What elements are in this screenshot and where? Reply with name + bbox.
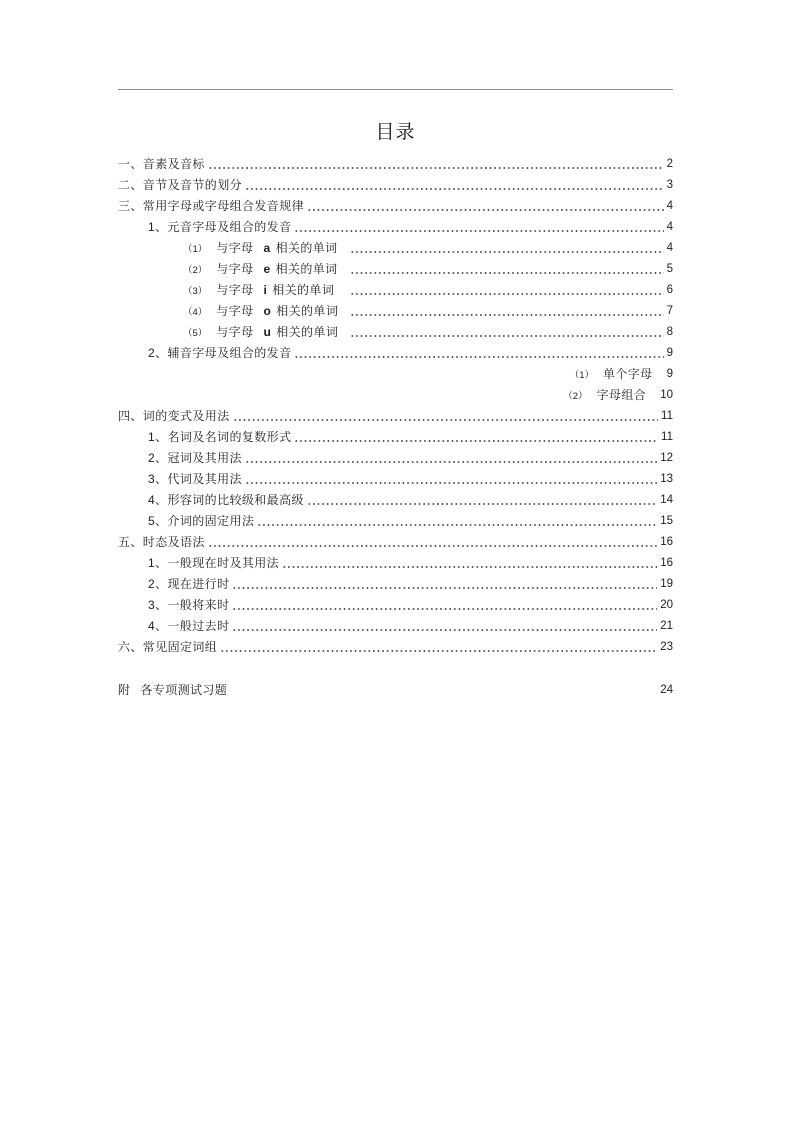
- toc-entry-text: 2、现在进行时: [148, 577, 230, 591]
- toc-entry: [118, 490, 673, 511]
- toc-entry: [118, 511, 673, 532]
- toc-entry-label: [148, 616, 229, 637]
- dot-leader: [220, 637, 657, 658]
- toc-entry: [118, 574, 673, 595]
- toc-entry-text: 单个字母: [602, 367, 653, 381]
- toc-entry-label: [148, 490, 304, 511]
- toc-page-number: 3: [666, 179, 673, 191]
- toc-entry: [118, 322, 673, 343]
- toc-entry-text: 三、常用字母或字母组合发音规律: [118, 199, 305, 213]
- toc-entry: [118, 259, 673, 280]
- toc-entry-text: 1、一般现在时及其用法: [148, 556, 280, 570]
- dot-leader: [282, 553, 657, 574]
- toc-entry-text: 5、介词的固定用法: [148, 514, 255, 528]
- toc-entry-label: [148, 427, 291, 448]
- toc-entry-letter: u: [263, 325, 272, 339]
- toc-entry: [118, 448, 673, 469]
- appendix-page-number: 24: [660, 684, 673, 696]
- toc-entry: [118, 595, 673, 616]
- toc-entry-letter: o: [263, 304, 272, 318]
- toc-entry-text: 四、词的变式及用法: [118, 409, 230, 423]
- toc-entry-label: [570, 364, 653, 385]
- toc-page-number: 15: [660, 515, 673, 527]
- toc-entry: [118, 154, 673, 175]
- dot-leader: [208, 532, 657, 553]
- toc-entry: [118, 637, 673, 658]
- toc-entry-label: [118, 154, 205, 175]
- toc-entry-text: 二、音节及音节的划分: [118, 178, 243, 192]
- toc-entry-label: [148, 217, 291, 238]
- dot-leader: [350, 301, 664, 322]
- toc-entry-label: [118, 175, 242, 196]
- toc-entry-text: 与字母: [216, 262, 254, 276]
- dot-leader: [245, 469, 657, 490]
- dot-leader: [350, 322, 664, 343]
- toc-entry-label: [148, 343, 291, 364]
- appendix-prefix: 附: [118, 683, 131, 697]
- toc-page-number: 7: [666, 305, 673, 317]
- toc-entry-number: （2）: [183, 265, 208, 276]
- toc-entry-text: 4、形容词的比较级和最高级: [148, 493, 304, 507]
- appendix-spacer: [227, 680, 660, 701]
- toc-entry-text: 相关的单词: [276, 304, 339, 318]
- toc-page-number: 9: [666, 347, 673, 359]
- toc-entry: [118, 469, 673, 490]
- dot-leader: [307, 196, 664, 217]
- dot-leader: [350, 280, 664, 301]
- toc-entry-label: [118, 637, 217, 658]
- toc-entry-label: [148, 448, 242, 469]
- dot-leader: [257, 511, 657, 532]
- dot-leader: [294, 343, 663, 364]
- dot-leader: [245, 175, 664, 196]
- dot-leader: [245, 448, 657, 469]
- toc-page-number: 6: [666, 284, 673, 296]
- toc-entry: [118, 553, 673, 574]
- toc-entry-text: 一、音素及音标: [118, 157, 205, 171]
- toc-page-number: 14: [660, 494, 673, 506]
- toc-entry-text: 相关的单词: [272, 283, 335, 297]
- toc-entry: [118, 238, 673, 259]
- toc-entry: [118, 364, 673, 385]
- dot-leader: [294, 427, 658, 448]
- toc-page-number: 8: [666, 326, 673, 338]
- toc-entry-text: 与字母: [216, 304, 254, 318]
- toc-entry-label: [148, 469, 242, 490]
- toc-entry-number: （1）: [183, 244, 208, 255]
- header-rule: [118, 89, 673, 90]
- toc-page-number: 11: [661, 410, 673, 422]
- toc-entry-text: 3、代词及其用法: [148, 472, 242, 486]
- toc-entry-letter: i: [263, 283, 268, 297]
- toc-entry: [118, 343, 673, 364]
- toc-entry-label: [183, 301, 347, 322]
- toc-page-number: 16: [660, 536, 673, 548]
- toc-entry-text: 字母组合: [596, 388, 647, 402]
- toc-entry: [118, 616, 673, 637]
- toc-entry-label: [563, 385, 646, 406]
- toc-entry-label: [148, 574, 229, 595]
- toc-page-number: 19: [660, 578, 673, 590]
- toc-page-number: 11: [661, 431, 673, 443]
- toc-entry-text: 1、名词及名词的复数形式: [148, 430, 292, 444]
- toc-entry-text: 1、元音字母及组合的发音: [148, 220, 292, 234]
- toc-entry-number: （1）: [569, 370, 594, 381]
- toc-page-number: 13: [660, 473, 673, 485]
- toc-entry-text: 与字母: [216, 283, 254, 297]
- toc-page-number: 20: [660, 599, 673, 611]
- toc-entry-letter: a: [263, 241, 271, 255]
- dot-leader: [208, 154, 664, 175]
- toc-entry-label: [183, 322, 347, 343]
- toc-entry-text: 3、一般将来时: [148, 598, 230, 612]
- dot-leader: [233, 406, 658, 427]
- toc-entry-text: 五、时态及语法: [118, 535, 205, 549]
- toc-page-number: 12: [660, 452, 673, 464]
- toc-entry-label: [118, 532, 205, 553]
- toc-entry-text: 相关的单词: [275, 241, 338, 255]
- toc-entry-number: （5）: [183, 328, 208, 339]
- toc-page-number: 2: [666, 158, 673, 170]
- toc-entry-text: 相关的单词: [276, 325, 339, 339]
- dot-leader: [350, 259, 664, 280]
- toc-entry-text: 相关的单词: [275, 262, 338, 276]
- toc-entry: [118, 427, 673, 448]
- appendix-label: 各专项测试习题: [140, 683, 228, 697]
- toc-entry-label: [118, 406, 230, 427]
- toc-page-number: 9: [666, 368, 673, 380]
- toc-entry: [118, 406, 673, 427]
- toc-entry: [118, 217, 673, 238]
- toc-page-number: 23: [660, 641, 673, 653]
- toc-entry-text: 4、一般过去时: [148, 619, 230, 633]
- toc-page-number: 4: [666, 221, 673, 233]
- toc-entry-label: [148, 553, 279, 574]
- dot-leader: [307, 490, 657, 511]
- toc-entry-number: （3）: [183, 286, 208, 297]
- toc-entry-label: [118, 196, 304, 217]
- toc-entry: [118, 532, 673, 553]
- toc-page-number: 5: [666, 263, 673, 275]
- toc-page-number: 4: [666, 200, 673, 212]
- toc-entry-label: [148, 511, 254, 532]
- dot-leader: [232, 574, 657, 595]
- toc-entry-text: 与字母: [216, 241, 254, 255]
- toc-page-number: 16: [660, 557, 673, 569]
- dot-leader: [350, 238, 664, 259]
- toc-entry-text: 2、辅音字母及组合的发音: [148, 346, 292, 360]
- toc-entry-text: 六、常见固定词组: [118, 640, 218, 654]
- toc-entry-text: 2、冠词及其用法: [148, 451, 242, 465]
- toc-title: 目录: [375, 122, 416, 143]
- toc-entry: [118, 385, 673, 406]
- toc-entry-label: [183, 280, 347, 301]
- toc-page-number: 21: [660, 620, 673, 632]
- toc-entry: [118, 301, 673, 322]
- toc-page-number: 4: [666, 242, 673, 254]
- toc-entry-number: （4）: [183, 307, 208, 318]
- toc-entry-label: [148, 595, 229, 616]
- toc-page-number: 10: [660, 389, 673, 401]
- toc-entry: [118, 196, 673, 217]
- table-of-contents: [118, 154, 673, 658]
- dot-leader: [232, 616, 657, 637]
- toc-entry-label: [183, 238, 347, 259]
- dot-leader: [232, 595, 657, 616]
- appendix-entry: [118, 680, 673, 701]
- toc-entry: [118, 175, 673, 196]
- toc-entry-label: [183, 259, 347, 280]
- toc-entry-number: （2）: [563, 391, 588, 402]
- toc-entry-text: 与字母: [216, 325, 254, 339]
- toc-entry: [118, 280, 673, 301]
- toc-entry-letter: e: [263, 262, 271, 276]
- dot-leader: [294, 217, 663, 238]
